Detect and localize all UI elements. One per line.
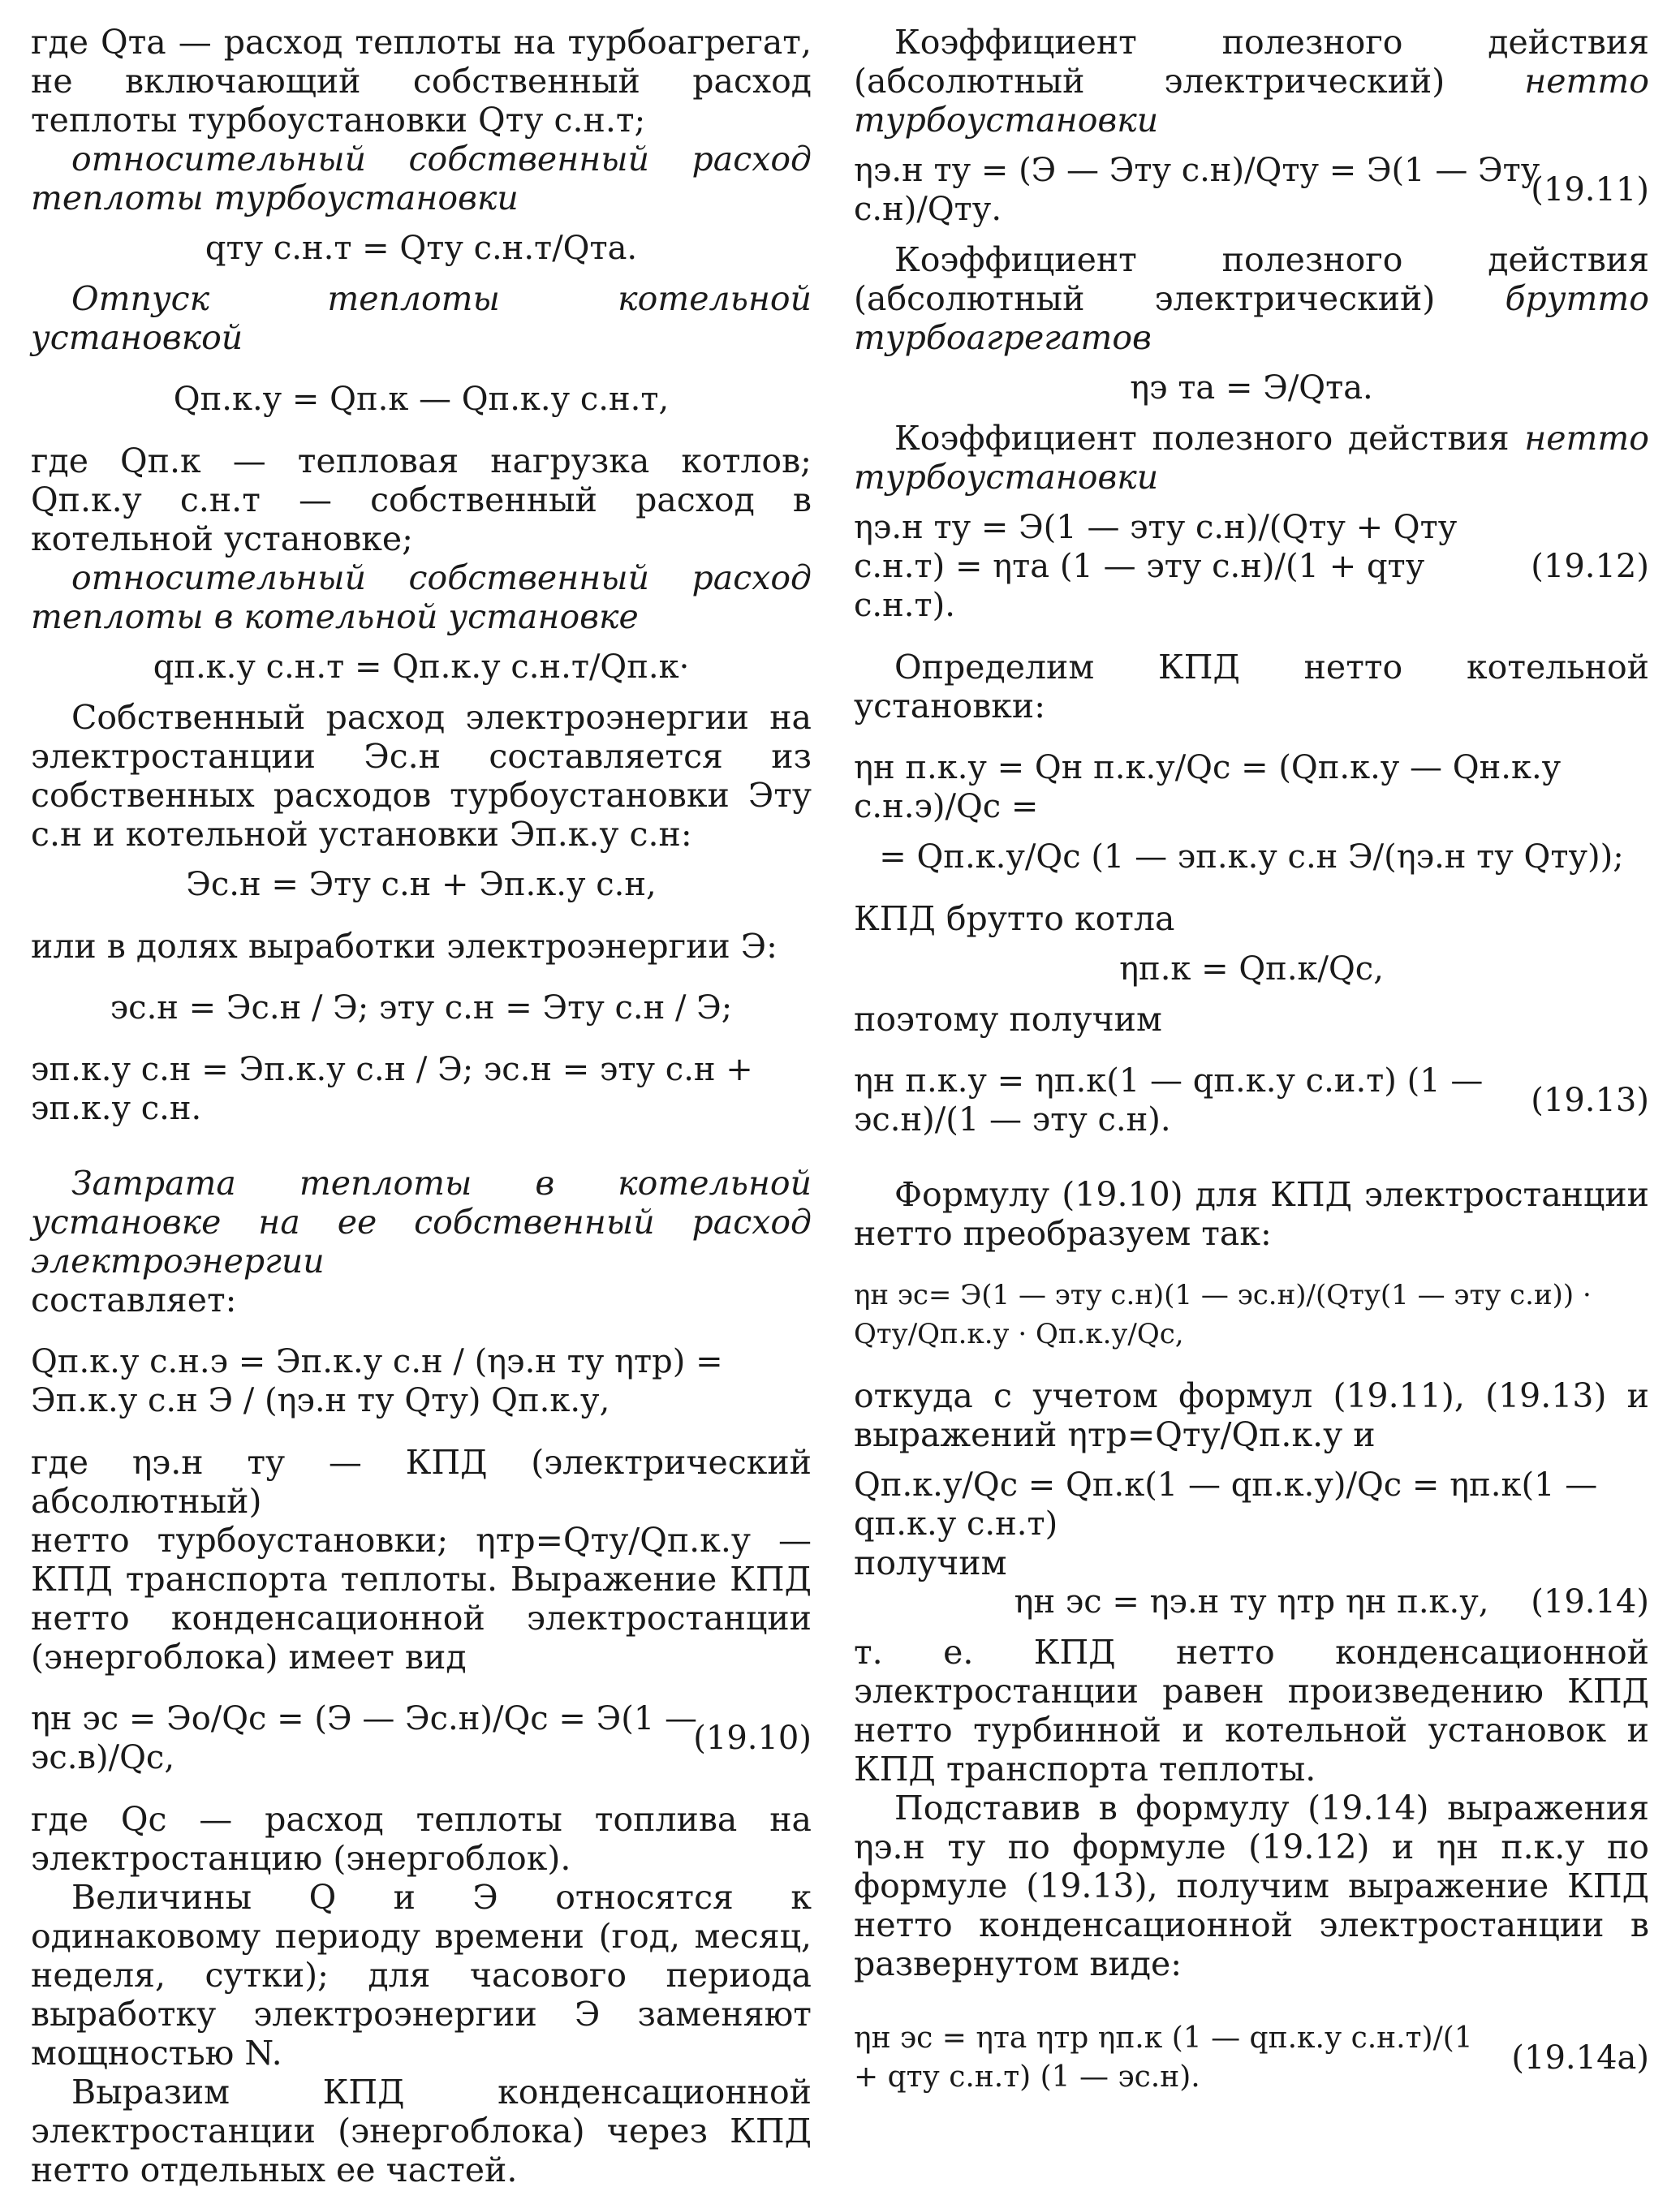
paragraph: Коэффициент полезного действия (абсолютный электрический) нетто турбоустановки xyxy=(854,23,1649,140)
formula: ηн эс = ηта ηтр ηп.к (1 — qп.к.у с.н.т)/(1 + qту с.н.т) (1 — эс.н). (19.14а) xyxy=(854,2021,1649,2094)
paragraph: КПД брутто котла xyxy=(854,899,1175,938)
paragraph: Коэффициент полезного действия нетто турбоустановки xyxy=(854,419,1649,497)
paragraph: Формулу (19.10) для КПД электростанции нетто преобразуем так: xyxy=(854,1175,1649,1253)
formula: ηп.к = Qп.к/Qс, xyxy=(1119,950,1384,988)
paragraph: где Qп.к — тепловая нагрузка котлов; Qп.к.у с.н.т — собственный расход в котельной установке; xyxy=(31,441,812,558)
paragraph-italic: Отпуск теплоты котельной установкой xyxy=(31,279,812,357)
equation-number: (19.12) xyxy=(1531,548,1649,585)
formula: ηн п.к.у = Qн п.к.у/Qс = (Qп.к.у — Qн.к.у с.н.э)/Qс = xyxy=(854,749,1562,825)
paragraph-italic: относительный собственный расход теплоты турбоустановки xyxy=(31,140,812,217)
formula: qп.к.у с.н.т = Qп.к.у с.н.т/Qп.к· xyxy=(153,648,690,686)
formula: эс.н = Эс.н / Э; эту с.н = Эту с.н / Э; xyxy=(110,989,733,1027)
paragraph-italic: Затрата теплоты в котельной установке на ее собственный расход электроэнергии xyxy=(31,1164,812,1281)
formula: ηэ та = Э/Qта. xyxy=(1130,369,1373,407)
paragraph: откуда с учетом формул (19.11), (19.13) и выражений ηтр=Qту/Qп.к.у и xyxy=(854,1376,1649,1454)
formula: Qп.к.у/Qс = Qп.к(1 — qп.к.у)/Qс = ηп.к(1 — qп.к.у с.н.т) xyxy=(854,1466,1598,1543)
equation-number: (19.10) xyxy=(693,1720,812,1757)
formula: ηн п.к.у = ηп.к(1 — qп.к.у с.и.т) (1 — эс.н)/(1 — эту с.н). (19.13) xyxy=(854,1062,1649,1139)
paragraph: где Qта — расход теплоты на турбоагрегат, не включающий собственный расход теплоты турбоустановки Qту с.н.т; xyxy=(31,23,812,140)
formula: ηэ.н ту = (Э — Эту с.н)/Qту = Э(1 — Эту с.н)/Qту. (19.11) xyxy=(854,152,1649,228)
formula: ηн эс = ηэ.н ту ηтр ηн п.к.у, (19.14) xyxy=(1014,1583,1649,1621)
equation-number: (19.14а) xyxy=(1511,2039,1649,2077)
paragraph: составляет: xyxy=(31,1281,237,1320)
paragraph: поэтому получим xyxy=(854,1000,1162,1039)
formula: Эс.н = Эту с.н + Эп.к.у с.н, xyxy=(186,866,657,903)
paragraph: Собственный расход электроэнергии на электростанции Эс.н составляется из собственных расходов турбоустановки Эту с.н и котельной установки Эп.к.у с.н: xyxy=(31,698,812,854)
paragraph: где Qс — расход теплоты топлива на электростанцию (энергоблок). xyxy=(31,1800,812,1878)
paragraph: получим xyxy=(854,1543,1007,1582)
right-column xyxy=(854,23,1649,2097)
left-column xyxy=(31,23,812,2189)
equation-number: (19.13) xyxy=(1531,1082,1649,1119)
paragraph: т. е. КПД нетто конденсационной электростанции равен произведению КПД нетто турбинной и котельной установок и КПД транспорта теплоты. xyxy=(854,1633,1649,1789)
equation-number: (19.11) xyxy=(1531,171,1649,209)
formula: ηэ.н ту = Э(1 — эту с.н)/(Qту + Qту с.н.т) = ηта (1 — эту с.н)/(1 + qту с.н.т). (19.12) xyxy=(854,509,1649,624)
formula: эп.к.у с.н = Эп.к.у с.н / Э; эс.н = эту с.н + эп.к.у с.н. xyxy=(31,1051,753,1127)
paragraph: нетто турбоустановки; ηтр=Qту/Qп.к.у — КПД транспорта теплоты. Выражение КПД нетто конденсационной электростанции (энергоблока) имеет вид xyxy=(31,1521,812,1677)
paragraph: где ηэ.н ту — КПД (электрический абсолютный) xyxy=(31,1443,812,1521)
paragraph: Коэффициент полезного действия (абсолютный электрический) брутто турбоагрегатов xyxy=(854,240,1649,357)
paragraph: Величины Q и Э относятся к одинаковому периоду времени (год, месяц, неделя, сутки); для часового периода выработку электроэнергии Э заменяют мощностью N. xyxy=(31,1878,812,2073)
paragraph: Подставив в формулу (19.14) выражения ηэ.н ту по формуле (19.12) и ηн п.к.у по формуле (19.13), получим выражение КПД нетто конденсационной электростанции в развернутом виде: xyxy=(854,1789,1649,1983)
paragraph: Выразим КПД конденсационной электростанции (энергоблока) через КПД нетто отдельных ее частей. xyxy=(31,2073,812,2189)
paragraph-italic: относительный собственный расход теплоты в котельной установке xyxy=(31,558,812,636)
formula: qту с.н.т = Qту с.н.т/Qта. xyxy=(205,230,638,267)
formula: ηн эс = Эо/Qс = (Э — Эс.н)/Qс = Э(1 — эс.в)/Qс, (19.10) xyxy=(31,1700,812,1776)
paragraph: или в долях выработки электроэнергии Э: xyxy=(31,927,778,966)
equation-number: (19.14) xyxy=(1531,1583,1649,1621)
formula: Qп.к.у = Qп.к — Qп.к.у с.н.т, xyxy=(173,381,670,418)
paragraph: Определим КПД нетто котельной установки: xyxy=(854,648,1649,725)
formula: ηн эс= Э(1 — эту с.н)(1 — эс.н)/(Qту(1 — эту с.и)) · Qту/Qп.к.у · Qп.к.у/Qс, xyxy=(854,1279,1592,1350)
formula: = Qп.к.у/Qс (1 — эп.к.у с.н Э/(ηэ.н ту Qту)); xyxy=(879,838,1624,876)
formula: Qп.к.у с.н.э = Эп.к.у с.н / (ηэ.н ту ηтр) = Эп.к.у с.н Э / (ηэ.н ту Qту) Qп.к.у, xyxy=(31,1343,723,1419)
